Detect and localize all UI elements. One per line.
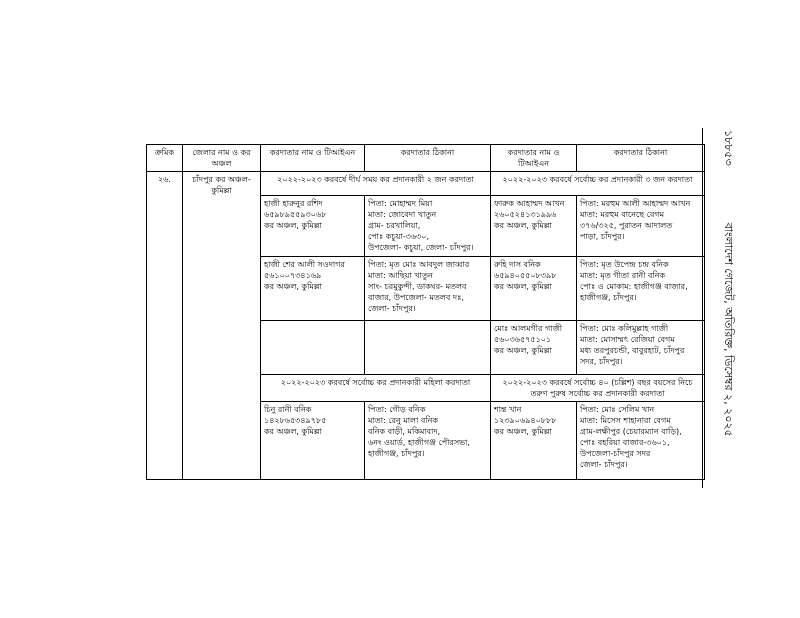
side-header xyxy=(712,130,762,490)
taxpayer-address-cell: পিতা: মোঃ সেলিম খান মাতা: মিসেস শাহানারা বেগম গ্রাম-লক্ষীপুর (চেয়ারম্যান বাড়ি), পোঃ বহরিয়া বাজার-৩৬০১, উপজেলা-চাঁদপুর সদর জেলা- চাঁদপুর। xyxy=(577,402,705,480)
taxpayer-name-cell: হাজী হারুনুর রশিদ ৬৫৯৮৯৫৫৯৩০৬৮ কর অঞ্চল, কুমিল্লা xyxy=(261,196,365,257)
page-number: ১৮৮৫৩ xyxy=(722,130,735,166)
taxpayer-table xyxy=(146,144,705,480)
section-row-1 xyxy=(147,172,705,196)
taxpayer-name-cell: চিনু রানী বনিক ১৪২৮৬৫৩৪৯৭৮৫ কর অঞ্চল, কুমিল্লা xyxy=(261,402,365,480)
header-address-left: করদাতার ঠিকানা xyxy=(365,145,491,172)
taxpayer-address-cell: পিতা: মোঃ কলিমুল্লাহ গাজী মাতা: মোসাম্মৎ রেজিয়া বেগম মধ্য তরপুরচন্ডী, বাবুরহাট, চাঁদপুর সদর, চাঁদপুর। xyxy=(577,321,705,375)
header-serial: ক্রমিক xyxy=(147,145,183,172)
district-cell: চাঁদপুর কর অঞ্চল-কুমিল্লা xyxy=(183,172,261,480)
taxpayer-address-cell: পিতা: মৃত উপেন্দ্র চন্দ্র বনিক মাতা: মৃত গীতা রানী বনিক পোঃ ও মোকাম: হাজীগঞ্জ বাজার, হাজীগঞ্জ, চাঁদপুর। xyxy=(577,257,705,321)
taxpayer-address-cell: পিতা: মোহাম্মদ মিয়া মাতা: জোবেদা খাতুন গ্রাম- চরখালিয়া, পোঃ কচুয়া-৩৬৩০, উপজেলা- কচুয়া, জেলা- চাঁদপুর। xyxy=(365,196,491,257)
header-address-right: করদাতার ঠিকানা xyxy=(577,145,705,172)
header-district: জেলার নাম ও কর অঞ্চল xyxy=(183,145,261,172)
section2-left: ২০২২-২০২৩ করবর্ষে সর্বোচ্চ কর প্রদানকারী মহিলা করদাতা xyxy=(261,375,491,402)
taxpayer-name-cell: ফারুক আহাম্মদ আখন ২৬০৫২৪১৩১৯৯৬ কর অঞ্চল, কুমিল্লা xyxy=(491,196,577,257)
header-taxpayer-right: করদাতার নাম ও টিআইএন xyxy=(491,145,577,172)
section1-left: ২০২২-২০২৩ করবর্ষে দীর্ঘ সময় কর প্রদানকারী ২ জন করদাতা xyxy=(261,172,491,196)
section1-right: ২০২২-২০২৩ করবর্ষে সর্বোচ্চ কর প্রদানকারী ৩ জন করদাতা xyxy=(491,172,705,196)
taxpayer-name-cell: হাজী শের আলী সওদাগর ৫৬১০০৭৩৪১৬৯ কর অঞ্চল, কুমিল্লা xyxy=(261,257,365,321)
taxpayer-name-cell-empty xyxy=(261,321,365,375)
taxpayer-name-cell: মোঃ আলমগীর গাজী ৫৬০৩৬৫৭৫১০১ কর অঞ্চল, কুমিল্লা xyxy=(491,321,577,375)
header-taxpayer-left: করদাতার নাম ও টিআইএন xyxy=(261,145,365,172)
side-header-text xyxy=(718,130,737,437)
taxpayer-name-cell: রুহি দাস বনিক ৬৫৯৪০৫৫০৮৩৯৮ কর অঞ্চল, কুমিল্লা xyxy=(491,257,577,321)
taxpayer-address-cell: পিতা: মরহুম আলী আহাম্মদ আখন মাতা: মরহুম বানেছে বেগম ৩৭৬/৩২৫, পুরাতন আদালত পাড়া, চাঁদপুর। xyxy=(577,196,705,257)
taxpayer-address-cell: পিতা: গৌড় বনিক মাতা: রেনু মালা বনিক বনিক বাড়ী, মকিমাবাদ, ৬নং ওয়ার্ড, হাজীগঞ্জ পৌরসভা, হাজীগঞ্জ, চাঁদপুর। xyxy=(365,402,491,480)
serial-cell: ২৬. xyxy=(147,172,183,480)
table-header-row xyxy=(147,145,705,172)
section2-right: ২০২২-২০২৩ করবর্ষে সর্বোচ্চ ৪০ (চল্লিশ) বছর বয়সের নিচে তরুণ পুরুষ সর্বোচ্চ কর প্রদানকারী করদাতা xyxy=(491,375,705,402)
gazette-line: বাংলাদেশ গেজেট, অতিরিক্ত, ডিসেম্বর ২, ২০২৫ xyxy=(722,222,735,437)
taxpayer-name-cell: শান্ত খান ১২৩৯০৬৯৪০৮৮৮ কর অঞ্চল, কুমিল্লা xyxy=(491,402,577,480)
taxpayer-address-cell: পিতা: মৃত মোঃ আবদুল জাব্বার মাতা: আছিয়া খাতুন সাং- চরমুকুন্দী, ডাকঘর- মতলব বাজার, উপজেলা- মতলব দঃ, জেলা- চাঁদপুর। xyxy=(365,257,491,321)
taxpayer-address-cell-empty xyxy=(365,321,491,375)
